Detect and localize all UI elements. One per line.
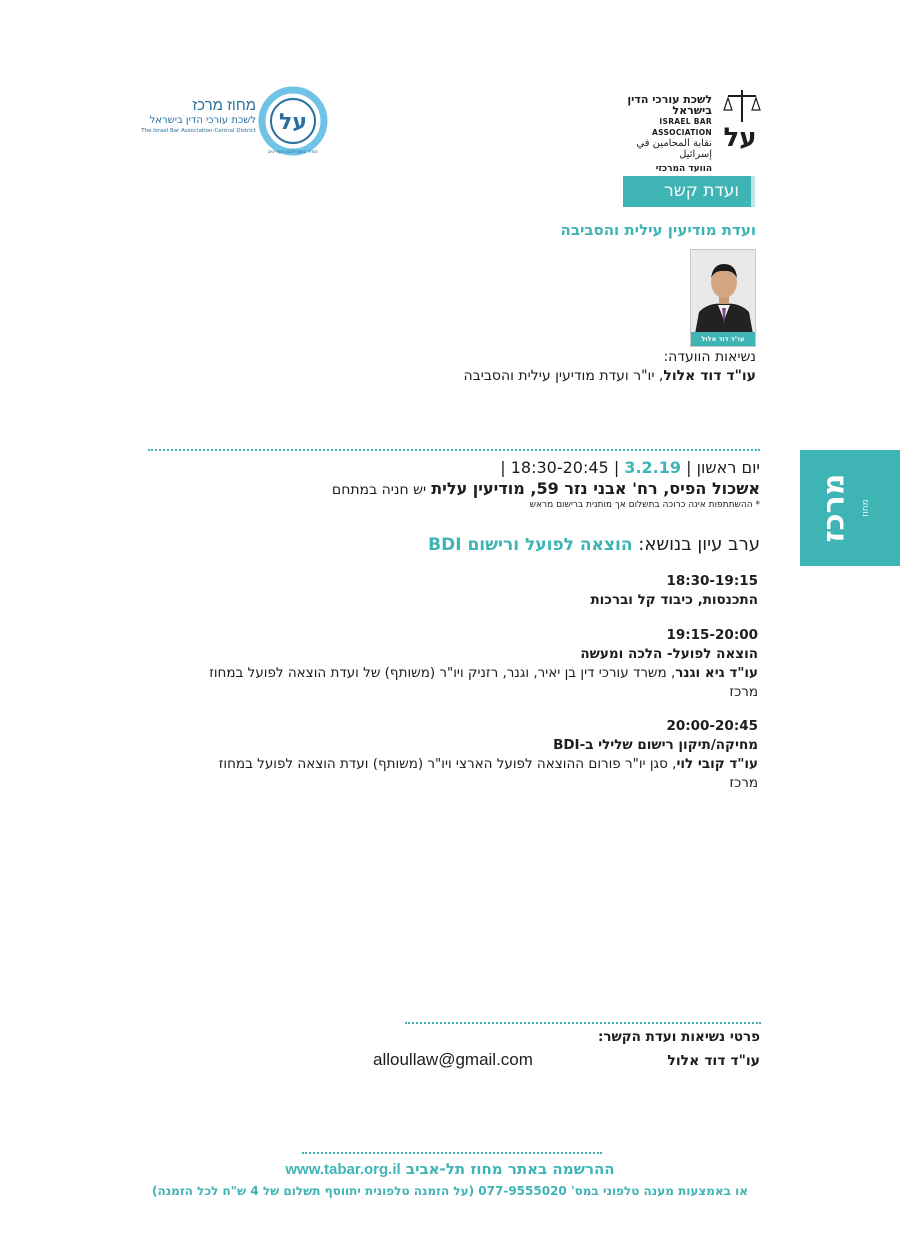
district-side-tab <box>800 450 900 566</box>
event-sep-3: | <box>500 458 506 477</box>
schedule-item <box>198 717 758 793</box>
central-district-logo <box>140 82 340 154</box>
chair-role: , יו"ר ועדת מודיעין עילית והסביבה <box>463 368 664 384</box>
chair-line <box>463 368 756 384</box>
contact-email-link[interactable]: alloullaw@gmail.com <box>373 1050 533 1069</box>
topic-prefix: ערב עיון בנושא: <box>638 534 760 555</box>
bar-association-logo <box>600 86 770 174</box>
schedule-time: 18:30-19:15 <box>666 573 758 589</box>
chair-label: נשיאות הוועדה: <box>663 349 756 365</box>
schedule-speaker-line <box>198 664 758 702</box>
seal-letters: על <box>279 110 307 135</box>
phone-registration-line: או באמצעות מענה טלפוני במס' 077-9555020 (על הזמנה טלפונית יתווסף תשלום של 4 ש"ח לכל הזמנה) <box>151 1184 748 1198</box>
schedule-time: 19:15-20:00 <box>666 627 758 643</box>
chair-name: עו"ד דוד אלול <box>663 368 756 384</box>
event-date: 3.2.19 <box>624 458 681 477</box>
district-english: The Israel Bar Association-Central District <box>141 128 256 134</box>
event-sep-1: | <box>686 458 692 477</box>
portrait-illustration <box>691 250 756 334</box>
schedule-speaker: עו"ד קובי לוי <box>676 756 758 772</box>
district-subtitle: לשכת עורכי הדין בישראל <box>149 115 256 126</box>
registration-line <box>0 1160 900 1178</box>
seal-text: תמיד בשבילכם העניינים <box>267 149 319 155</box>
event-day: יום ראשון <box>696 458 760 477</box>
event-parking: יש חניה במתחם <box>331 482 427 498</box>
schedule-item <box>198 572 758 610</box>
section-tag: ועדת קשר <box>623 176 755 207</box>
topic-title: הוצאה לפועל ורישום BDI <box>428 535 633 555</box>
district-title: מחוז מרכז <box>192 97 256 114</box>
bar-name-arabic: نقابة المحامين في إسرائيل <box>636 138 712 160</box>
portrait-caption: עו"ד דוד אלול <box>691 332 755 346</box>
contact-label: פרטי נשיאות ועדת הקשר: <box>597 1029 760 1045</box>
registration-text: ההרשמה באתר מחוז תל-אביב <box>405 1160 615 1178</box>
schedule-desc: , משרד עורכי דין בן יאיר, וגנר, רזניק ויו"ר (משותף) של ועדת הוצאה לפועל במחוז מרכז <box>209 665 758 700</box>
committee-name: ועדת מודיעין עילית והסביבה <box>560 221 756 239</box>
registration-note: * ההשתתפות אינה כרוכה בתשלום אך מותנית ברישום מראש <box>529 500 760 510</box>
schedule-speaker-line <box>198 755 758 793</box>
topic-line <box>428 534 760 555</box>
chair-portrait <box>690 249 756 347</box>
schedule-title: הוצאה לפועל- הלכה ומעשה <box>580 646 758 662</box>
central-committee: הוועד המרכזי <box>655 164 712 174</box>
event-venue: אשכול הפיס, רח' אבני נזר 59, מודיעין עלית <box>431 479 760 498</box>
schedule-desc: , סגן יו"ר פורום ההוצאה לפועל הארצי ויו"ר (משותף) ועדת הוצאה לפועל במחוז מרכז <box>218 756 758 791</box>
scales-of-justice-icon <box>718 86 762 150</box>
contact-name: עו"ד דוד אלול <box>667 1053 760 1069</box>
dotted-divider <box>405 1022 761 1024</box>
event-sep-2: | <box>613 458 620 477</box>
side-tab-title: מרכז <box>816 473 852 543</box>
schedule-title: מחיקה/תיקון רישום שלילי ב-BDI <box>553 737 758 753</box>
schedule-title: התכנסות, כיבוד קל וברכות <box>590 592 758 608</box>
registration-url-link[interactable]: www.tabar.org.il <box>285 1161 401 1178</box>
dotted-divider <box>302 1152 602 1154</box>
bar-name-english: ISRAEL BAR ASSOCIATION <box>651 117 712 137</box>
schedule-item <box>198 626 758 702</box>
side-tab-subtitle: מחוז <box>861 499 871 517</box>
mark-letters: על <box>723 123 757 150</box>
district-seal-icon <box>258 86 328 156</box>
bar-name-hebrew: לשכת עורכי הדין בישראל <box>627 93 712 117</box>
dotted-divider <box>148 449 760 451</box>
schedule-speaker: עו"ד גיא וגנר <box>675 665 758 681</box>
event-venue-line <box>332 479 760 498</box>
event-datetime <box>500 458 760 477</box>
schedule-time: 20:00-20:45 <box>666 718 758 734</box>
event-time: 18:30-20:45 <box>510 458 609 477</box>
